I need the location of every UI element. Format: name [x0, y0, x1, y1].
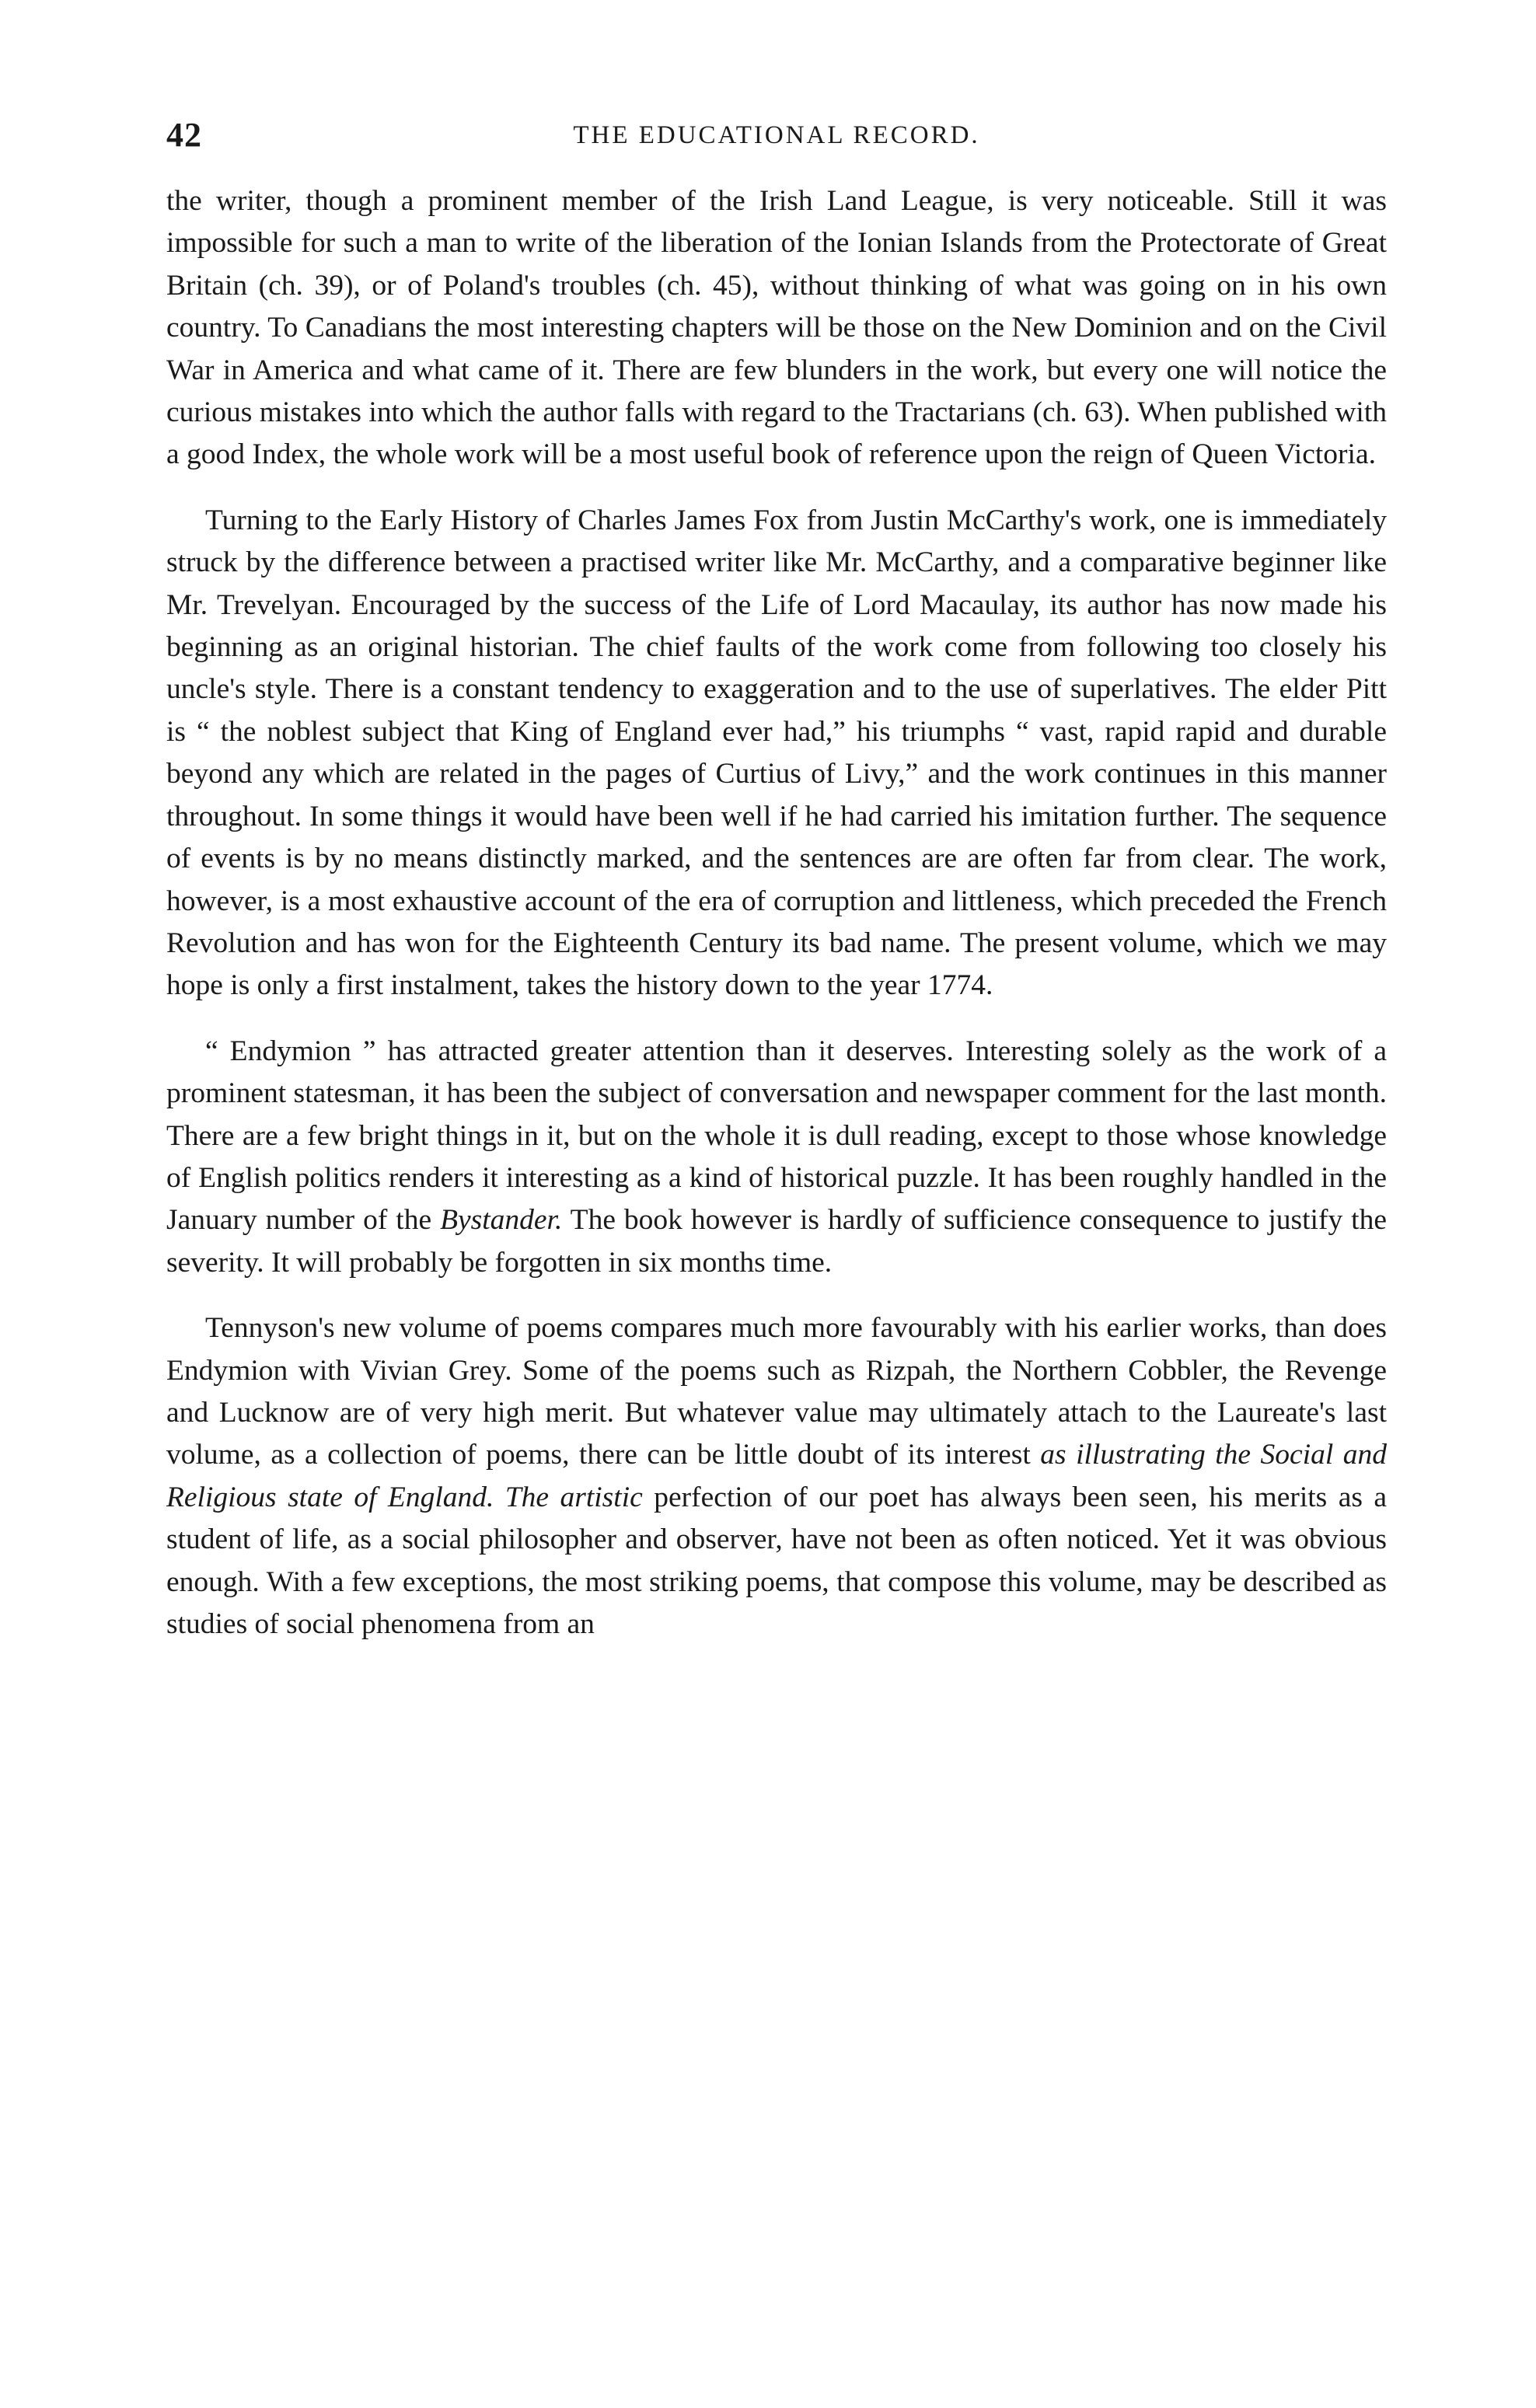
paragraph-text: The book however is hardly of sufficience consequence to justify the severity. It will probably be forgotten in six months time. — [166, 1204, 1387, 1279]
page-header — [166, 101, 1387, 163]
italic-phrase: as illustrating the Social and Religious state of England. The artistic — [166, 1439, 1387, 1513]
paragraph-text: “ Endymion ” has attracted greater attention than it deserves. Interesting solely as the work of a prominent statesman, it has been the subject of conversation and newspaper comment for the last month. There are a few bright things in it, but on the whole it is dull reading, except to those whose knowledge of English politics renders it interesting as a kind of historical puzzle. It has been roughly handled in the January number of the — [166, 1035, 1387, 1237]
italic-title: Bystander. — [440, 1204, 563, 1237]
document-page — [166, 101, 1387, 1645]
running-title: THE EDUCATIONAL RECORD. — [573, 121, 980, 149]
paragraph-text: Tennyson's new volume of poems compares much more favourably with his earlier works, than does Endymion with Vivian Grey. Some of the poems such as Rizpah, the Northern Cobbler, the Revenge and Lucknow are of very high merit. But whatever value may ultimately attach to the Laureate's last volume, as a collection of poems, there can be little doubt of its interest — [166, 1312, 1387, 1471]
paragraph-tennyson — [166, 1307, 1387, 1645]
paragraph-text: perfection of our poet has always been seen, his merits as a student of life, as a social philosopher and observer, have not been as often noticed. Yet it was obvious enough. With a few exceptions, the most striking poems, that compose this volume, may be described as studies of social phenomena from an — [166, 1481, 1388, 1640]
paragraph-continued: the writer, though a prominent member of the Irish Land League, is very noticeable. Still it was impossible for such a man to write of the liberation of the Ionian Islands from the Protectorate of Great Britain (ch. 39), or of Poland's troubles (ch. 45), without thinking of what was going on in his own country. To Canadians the most interesting chapters will be those on the New Dominion and on the Civil War in America and what came of it. There are few blunders in the work, but every one will notice the curious mistakes into which the author falls with regard to the Tractarians (ch. 63). When published with a good Index, the whole work will be a most useful book of reference upon the reign of Queen Victoria. — [166, 185, 1387, 471]
page-number: 42 — [166, 116, 202, 154]
paragraph-fox-history: Turning to the Early History of Charles James Fox from Justin McCarthy's work, one is immediately struck by the difference between a practised writer like Mr. McCarthy, and a comparative beginner like Mr. Trevelyan. Encouraged by the success of the Life of Lord Macaulay, its author has now made his beginning as an original historian. The chief faults of the work come from following too closely his uncle's style. There is a constant tendency to exaggeration and to the use of superlatives. The elder Pitt is “ the noblest subject that King of England ever had,” his triumphs “ vast, rapid rapid and durable beyond any which are related in the pages of Curtius of Livy,” and the work continues in this manner throughout. In some things it would have been well if he had carried his imitation further. The sequence of events is by no means distinctly marked, and the sentences are are often far from clear. The work, however, is a most exhaustive account of the era of corruption and littleness, which preceded the French Revolution and has won for the Eighteenth Century its bad name. The present volume, which we may hope is only a first instalment, takes the history down to the year 1774. — [166, 504, 1387, 1002]
paragraph-endymion — [166, 1031, 1387, 1284]
